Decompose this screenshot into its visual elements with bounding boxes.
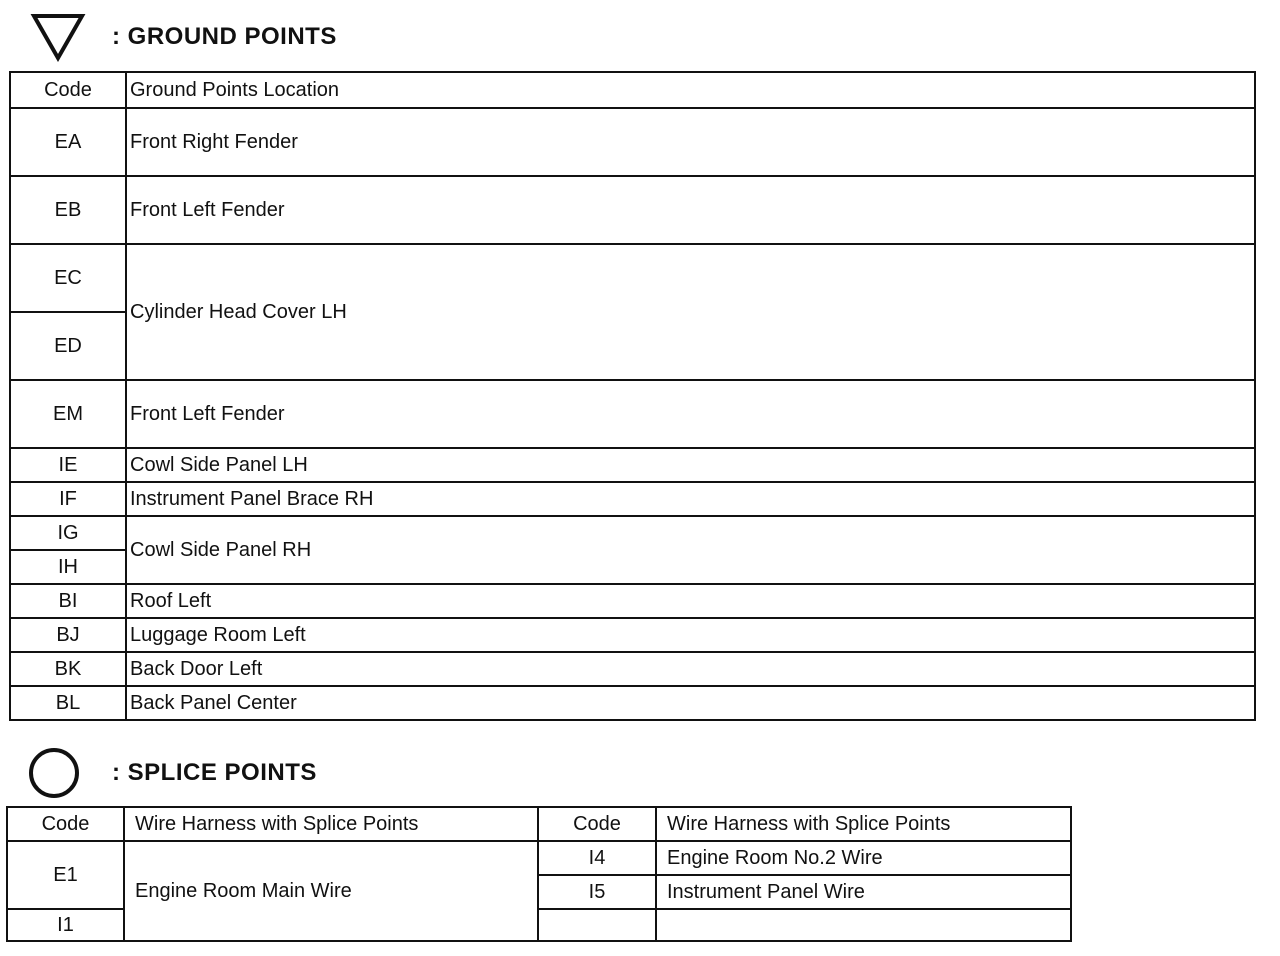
table-row (7, 841, 1071, 875)
ground-code: IF (10, 482, 126, 516)
table-row (10, 686, 1255, 720)
header-code-2: Code (538, 807, 656, 841)
header-code: Code (7, 807, 124, 841)
splice-code: I4 (538, 841, 656, 875)
table-row (10, 380, 1255, 448)
circle-icon (26, 746, 82, 800)
ground-points-table (9, 71, 1256, 721)
header-wire-harness: Wire Harness with Splice Points (124, 807, 538, 841)
table-row (10, 482, 1255, 516)
splice-code: I5 (538, 875, 656, 909)
table-row (10, 618, 1255, 652)
ground-code: BJ (10, 618, 126, 652)
header-wire-harness-2: Wire Harness with Splice Points (656, 807, 1071, 841)
splice-code: E1 (7, 841, 124, 909)
ground-points-heading (30, 12, 337, 62)
splice-harness: Engine Room No.2 Wire (656, 841, 1071, 875)
table-row (10, 584, 1255, 618)
ground-code: ED (10, 312, 126, 380)
table-row (10, 652, 1255, 686)
ground-location: Cowl Side Panel LH (126, 448, 1255, 482)
table-header-row (10, 72, 1255, 108)
splice-points-heading (26, 746, 317, 800)
splice-harness-empty (656, 909, 1071, 941)
ground-code: BL (10, 686, 126, 720)
triangle-down-icon (30, 12, 86, 62)
table-row (10, 516, 1255, 550)
ground-location: Front Left Fender (126, 380, 1255, 448)
splice-code: I1 (7, 909, 124, 941)
ground-location: Front Right Fender (126, 108, 1255, 176)
ground-location: Cylinder Head Cover LH (126, 244, 1255, 380)
splice-code-empty (538, 909, 656, 941)
header-location: Ground Points Location (126, 72, 1255, 108)
table-row (10, 244, 1255, 312)
ground-location: Back Panel Center (126, 686, 1255, 720)
ground-location: Back Door Left (126, 652, 1255, 686)
table-row (10, 108, 1255, 176)
splice-harness: Engine Room Main Wire (124, 841, 538, 941)
ground-points-title: : GROUND POINTS (112, 23, 337, 50)
table-row (10, 448, 1255, 482)
splice-points-table (6, 806, 1072, 942)
splice-harness: Instrument Panel Wire (656, 875, 1071, 909)
ground-code: IG (10, 516, 126, 550)
table-header-row (7, 807, 1071, 841)
ground-code: BI (10, 584, 126, 618)
ground-code: EB (10, 176, 126, 244)
splice-points-title: : SPLICE POINTS (112, 759, 317, 786)
ground-location: Instrument Panel Brace RH (126, 482, 1255, 516)
table-row (10, 176, 1255, 244)
ground-location: Roof Left (126, 584, 1255, 618)
ground-location: Luggage Room Left (126, 618, 1255, 652)
header-code: Code (10, 72, 126, 108)
ground-code: EM (10, 380, 126, 448)
ground-code: IH (10, 550, 126, 584)
ground-code: IE (10, 448, 126, 482)
ground-code: EA (10, 108, 126, 176)
ground-location: Front Left Fender (126, 176, 1255, 244)
ground-location: Cowl Side Panel RH (126, 516, 1255, 584)
ground-code: BK (10, 652, 126, 686)
ground-code: EC (10, 244, 126, 312)
